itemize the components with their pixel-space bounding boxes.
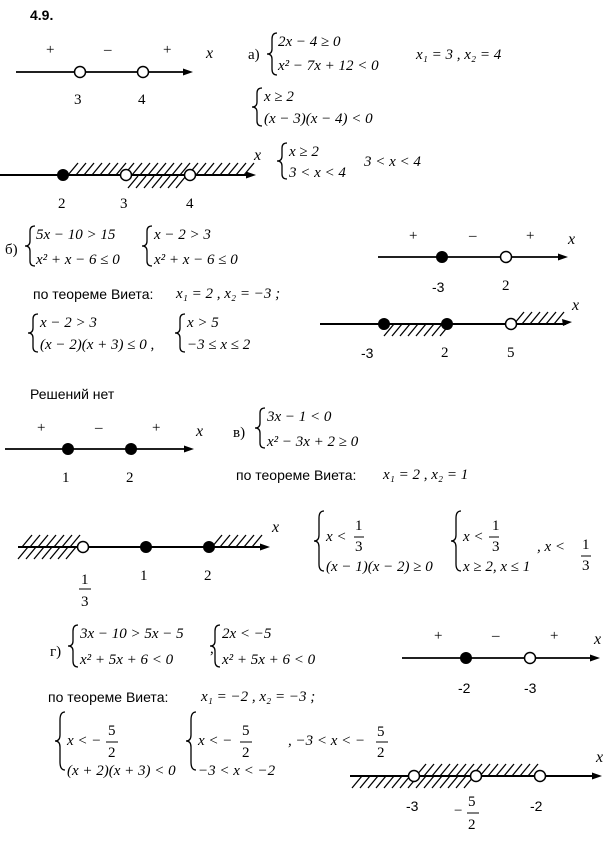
part-a-label: а) — [248, 47, 260, 63]
system-b4-row1: x > 5 — [187, 315, 219, 331]
system-b1-row2: x² + x − 6 ≤ 0 — [36, 252, 120, 268]
tick-label-d2-frac-num: 5 — [468, 794, 476, 810]
system-d4-frac-num: 5 — [242, 723, 250, 739]
roots-b: x₁ = 2 , x₂ = −3 ; — [176, 286, 281, 302]
d-separator-comma: , — [210, 641, 214, 657]
sign-plus-b1-2: + — [526, 228, 535, 244]
tick-label-c2-frac-num: 1 — [81, 572, 89, 588]
sign-minus-c1: – — [95, 420, 103, 436]
answer-c-prefix: , x < — [537, 539, 566, 555]
roots-a: x₁ = 3 , x₂ = 4 — [416, 47, 502, 63]
part-b-label: б) — [5, 242, 18, 258]
system-c2-frac-num: 1 — [355, 518, 363, 534]
open-point-one-third — [78, 542, 89, 553]
tick-label-c2-frac-den: 3 — [81, 594, 89, 610]
vieta-d-text: по теореме Виета: — [48, 689, 169, 705]
system-d4-row1: x < − — [198, 733, 233, 749]
number-line-c1 — [5, 443, 194, 455]
system-a1-row1: 2x − 4 ≥ 0 — [278, 34, 341, 50]
open-point-3 — [121, 170, 132, 181]
system-c2-row2: (x − 1)(x − 2) ≥ 0 — [326, 559, 433, 575]
number-line-a1 — [16, 67, 193, 78]
open-point-neg-five-halves — [471, 771, 482, 782]
filled-point-2 — [203, 541, 215, 553]
system-c2-frac-den: 3 — [355, 539, 363, 555]
tick-label-a2-4: 4 — [186, 196, 194, 212]
tick-label-c1-1: 1 — [62, 470, 70, 486]
system-c2-row1: x < — [326, 529, 347, 545]
tick-label-a1-4: 4 — [138, 92, 146, 108]
axis-label-d2: x — [596, 749, 604, 766]
answer-c-frac-num: 1 — [582, 537, 590, 553]
system-d1-row1: 3x − 10 > 5x − 5 — [80, 626, 184, 642]
system-a1-row2: x² − 7x + 12 < 0 — [278, 58, 379, 74]
system-c3-row2: x ≥ 2, x ≤ 1 — [463, 559, 531, 575]
system-b4-row2: −3 ≤ x ≤ 2 — [187, 337, 251, 353]
number-line-a2 — [0, 163, 256, 188]
open-point-neg2 — [535, 771, 546, 782]
axis-label-c1: x — [196, 423, 204, 440]
number-line-d2 — [350, 764, 602, 788]
tick-label-c1-2: 2 — [126, 470, 134, 486]
sign-plus-d1-2: + — [550, 628, 559, 644]
axis-label-a2: x — [254, 147, 262, 164]
system-c3-frac-den: 3 — [492, 539, 500, 555]
tick-label-c2-2: 2 — [204, 568, 212, 584]
tick-label-b1-2: 2 — [502, 278, 510, 294]
tick-label-c2-1: 1 — [140, 568, 148, 584]
open-point-2 — [501, 252, 512, 263]
sign-plus-d1-1: + — [434, 628, 443, 644]
problem-number: 4.9. — [30, 7, 54, 23]
system-d1-row2: x² + 5x + 6 < 0 — [80, 652, 174, 668]
system-d3-row2: (x + 2)(x + 3) < 0 — [67, 763, 176, 779]
filled-point-1 — [62, 443, 74, 455]
system-b2-row1: x − 2 > 3 — [154, 227, 211, 243]
tick-label-b2-2: 2 — [441, 345, 449, 361]
sign-plus-c1-2: + — [152, 420, 161, 436]
system-a3-row2: 3 < x < 4 — [289, 165, 346, 181]
sign-minus-a1: – — [104, 42, 112, 58]
system-a2-row2: (x − 3)(x − 4) < 0 — [264, 111, 373, 127]
open-point-4 — [138, 67, 149, 78]
axis-label-b2: x — [572, 297, 580, 314]
part-c-label: в) — [233, 425, 246, 441]
tick-label-b2-5: 5 — [507, 345, 515, 361]
system-c1-row2: x² − 3x + 2 ≥ 0 — [267, 434, 359, 450]
system-c3-frac-num: 1 — [492, 518, 500, 534]
answer-b-no-solutions: Решений нет — [30, 386, 115, 402]
open-point-3 — [75, 67, 86, 78]
tick-label-a2-2: 2 — [58, 196, 66, 212]
open-point-neg3 — [409, 771, 420, 782]
system-d4-frac-den: 2 — [242, 745, 250, 761]
filled-point-neg2 — [460, 652, 472, 664]
sign-plus-b1-1: + — [409, 228, 418, 244]
system-b2-row2: x² + x − 6 ≤ 0 — [154, 252, 238, 268]
system-a2-row1: x ≥ 2 — [264, 89, 294, 105]
tick-label-d2-neg2: -2 — [530, 798, 543, 814]
system-a3-row1: x ≥ 2 — [289, 144, 319, 160]
number-line-d1 — [402, 652, 600, 664]
sign-plus-c1-1: + — [37, 420, 46, 436]
answer-d-frac-den: 2 — [377, 745, 385, 761]
axis-label-b1: x — [568, 231, 576, 248]
sign-plus-a1-2: + — [163, 42, 172, 58]
system-d2-row2: x² + 5x + 6 < 0 — [222, 652, 316, 668]
tick-label-b2-neg3: -3 — [361, 345, 374, 361]
system-d3-row1: x < − — [67, 733, 102, 749]
tick-label-d2-neg3: -3 — [406, 798, 419, 814]
answer-c-frac-den: 3 — [582, 558, 590, 574]
answer-d-prefix: , −3 < x < − — [288, 733, 366, 749]
open-point-neg3 — [525, 653, 536, 664]
answer-a: 3 < x < 4 — [364, 154, 421, 170]
sign-minus-d1: – — [492, 628, 500, 644]
vieta-b-text: по теореме Виета: — [33, 286, 154, 302]
tick-label-d2-frac-prefix: − — [454, 803, 463, 819]
answer-d-frac-num: 5 — [377, 724, 385, 740]
system-b1-row1: 5x − 10 > 15 — [36, 227, 116, 243]
filled-point-2 — [57, 169, 69, 181]
axis-label-a1: x — [206, 45, 214, 62]
filled-point-neg3 — [436, 251, 448, 263]
system-c1-row1: 3x − 1 < 0 — [267, 409, 332, 425]
tick-label-d2-frac-den: 2 — [468, 817, 476, 833]
open-point-4 — [185, 170, 196, 181]
tick-label-a1-3: 3 — [74, 92, 82, 108]
system-d3-frac-num: 5 — [108, 723, 116, 739]
system-d3-frac-den: 2 — [108, 745, 116, 761]
axis-label-d1: x — [594, 631, 602, 648]
filled-point-2 — [441, 318, 453, 330]
tick-label-d1-neg3: -3 — [524, 680, 537, 696]
filled-point-2 — [125, 443, 137, 455]
system-d4-row2: −3 < x < −2 — [198, 763, 276, 779]
system-b3-row2: (x − 2)(x + 3) ≤ 0 , — [40, 337, 155, 353]
roots-c: x₁ = 2 , x₂ = 1 — [383, 467, 469, 483]
system-c3-row1: x < — [463, 529, 484, 545]
system-b3-row1: x − 2 > 3 — [40, 315, 97, 331]
axis-label-c2: x — [272, 519, 280, 536]
tick-label-a2-3: 3 — [120, 196, 128, 212]
sign-plus-a1-1: + — [46, 42, 55, 58]
system-d2-row1: 2x < −5 — [222, 626, 272, 642]
filled-point-1 — [140, 541, 152, 553]
number-line-b2 — [320, 312, 572, 336]
number-line-c2 — [18, 535, 270, 559]
tick-label-d1-neg2: -2 — [458, 680, 471, 696]
sign-minus-b1: – — [469, 228, 477, 244]
open-point-5 — [506, 319, 517, 330]
vieta-c-text: по теореме Виета: — [236, 467, 357, 483]
part-d-label: г) — [50, 644, 62, 660]
tick-label-b1-neg3: -3 — [432, 279, 445, 295]
number-line-b1 — [378, 251, 568, 263]
filled-point-neg3 — [378, 318, 390, 330]
roots-d: x₁ = −2 , x₂ = −3 ; — [201, 689, 316, 705]
